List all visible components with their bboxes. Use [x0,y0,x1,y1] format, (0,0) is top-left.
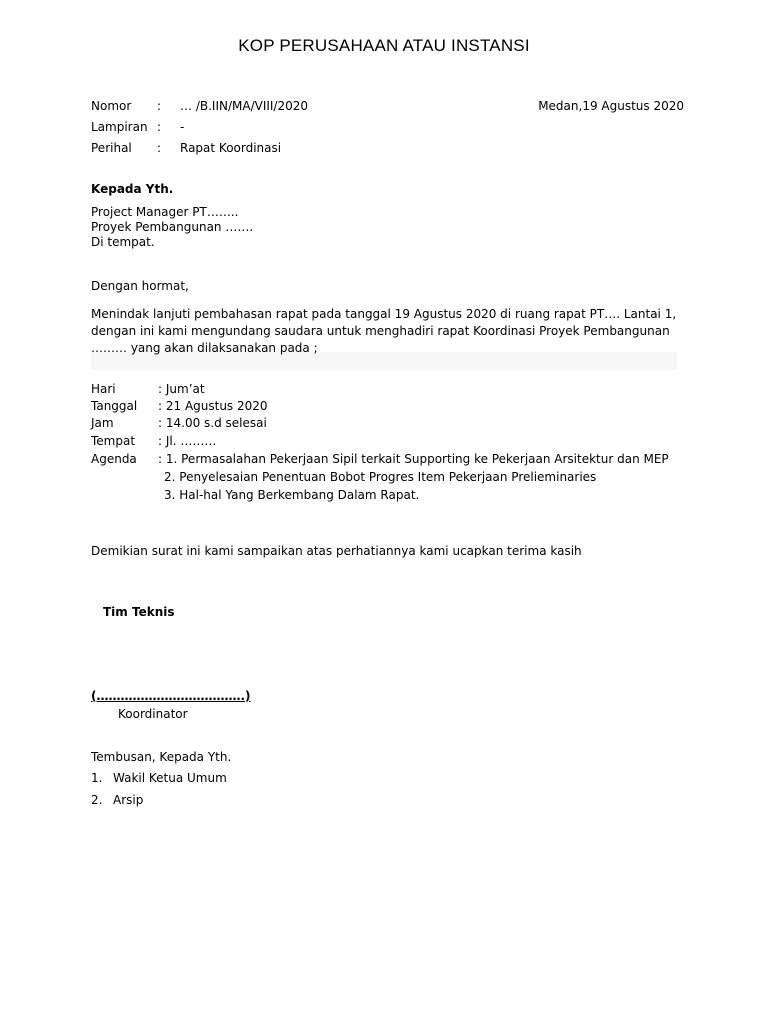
lampiran-label: Lampiran [91,120,148,134]
cc-item-text: Arsip [113,793,144,807]
lampiran-colon: : [157,120,162,134]
agenda-item-1: : 1. Permasalahan Pekerjaan Sipil terkait Supporting ke Pekerjaan Arsitektur dan MEP [158,452,669,466]
body-paragraph: Menindak lanjuti pembahasan rapat pada tanggal 19 Agustus 2020 di ruang rapat PT…. Lantai 1, dengan ini kami mengundang saudara untuk menghadiri rapat Koordinasi Proyek Pembangunan ……… yang akan dilaksanakan pada ; [91,307,677,355]
hari-value: : Jum’at [158,382,205,396]
lampiran-value: - [180,120,185,134]
tempat-label: Tempat [91,434,136,448]
cc-item-text: Wakil Ketua Umum [113,771,227,785]
agenda-item-3: 3. Hal-hal Yang Berkembang Dalam Rapat. [164,488,420,502]
perihal-value: Rapat Koordinasi [180,141,282,155]
letterhead-title: KOP PERUSAHAAN ATAU INSTANSI [238,36,530,55]
perihal-label: Perihal [91,141,132,155]
agenda-item-2: 2. Penyelesaian Penentuan Bobot Progres Item Pekerjaan Prelieminaries [164,470,597,484]
perihal-colon: : [157,141,162,155]
recipient-line-1: Project Manager PT…….. [91,205,239,219]
nomor-colon: : [157,99,162,113]
signature-team: Tim Teknis [103,605,175,619]
tempat-value: : Jl. ……… [158,434,217,448]
recipient-greeting: Kepada Yth. [91,182,174,196]
cc-heading: Tembusan, Kepada Yth. [91,750,232,764]
cc-item-number: 1. [91,771,103,785]
jam-value: : 14.00 s.d selesai [158,416,267,430]
recipient-line-3: Di tempat. [91,235,155,249]
tanggal-label: Tanggal [91,399,138,413]
signature-name-placeholder: (……………………………….) [91,689,251,703]
letter-date: Medan,19 Agustus 2020 [538,99,684,113]
nomor-label: Nomor [91,99,132,113]
closing-sentence: Demikian surat ini kami sampaikan atas perhatiannya kami ucapkan terima kasih [91,544,582,558]
cc-item-number: 2. [91,793,103,807]
agenda-label: Agenda [91,452,137,466]
tanggal-value: : 21 Agustus 2020 [158,399,268,413]
signature-role: Koordinator [118,707,188,721]
recipient-line-2: Proyek Pembangunan ……. [91,220,254,234]
nomor-value: … /B.IIN/MA/VIII/2020 [180,99,309,113]
hari-label: Hari [91,382,116,396]
jam-label: Jam [91,416,114,430]
opening-salutation: Dengan hormat, [91,279,189,293]
